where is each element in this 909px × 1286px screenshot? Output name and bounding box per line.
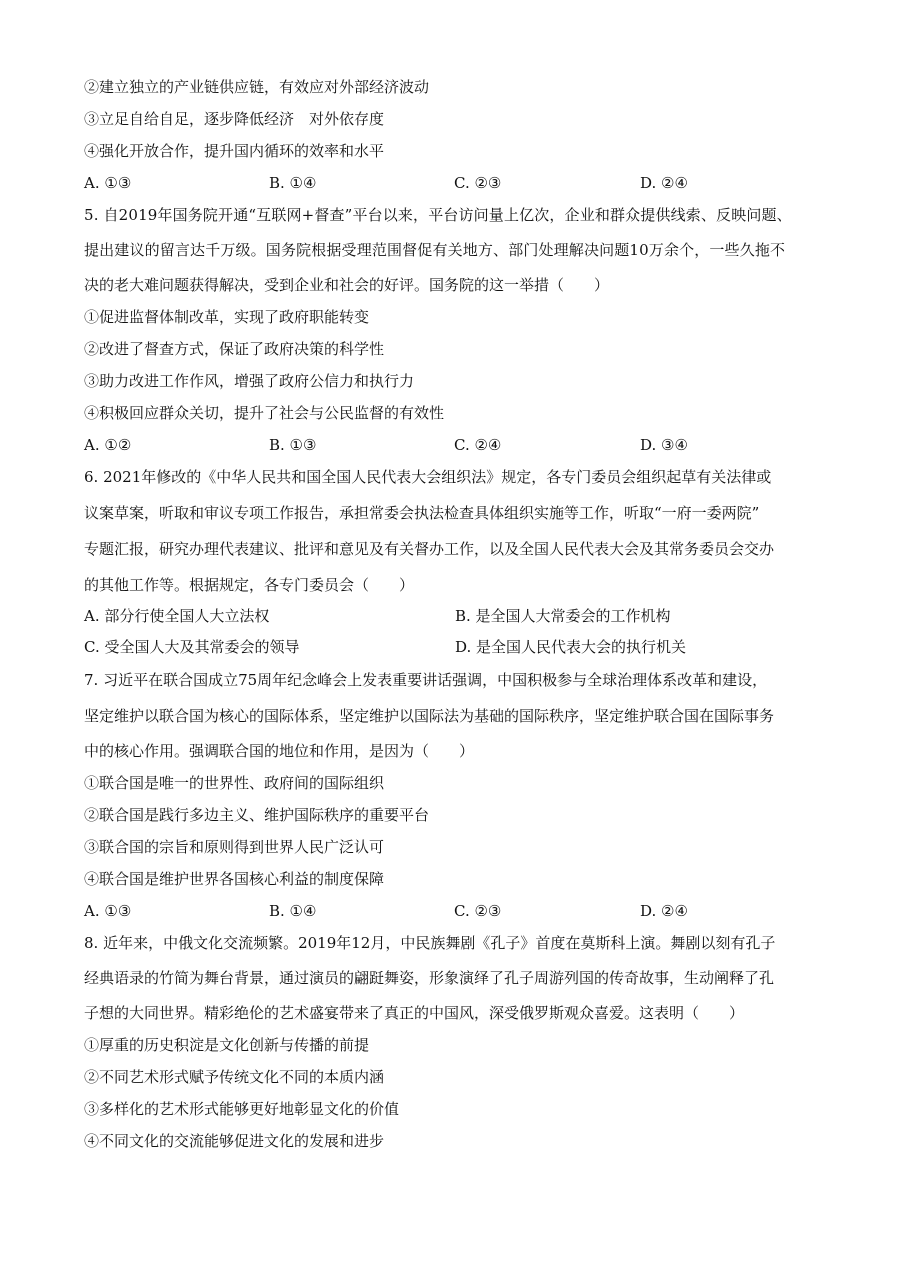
q7-item-4: ④联合国是维护世界各国核心利益的制度保障	[84, 870, 385, 888]
q6-option-c[interactable]: C. 受全国人大及其常委会的领导	[84, 638, 300, 656]
q8-item-3: ③多样化的艺术形式能够更好地彰显文化的价值	[84, 1100, 400, 1118]
q8-item-4: ④不同文化的交流能够促进文化的发展和进步	[84, 1132, 385, 1150]
q4-option-d[interactable]: D. ②④	[640, 174, 688, 192]
q7-item-3: ③联合国的宗旨和原则得到世界人民广泛认可	[84, 838, 385, 856]
q5-stem-line-2: 提出建议的留言达千万级。国务院根据受理范围督促有关地方、部门处理解决问题10万余个，一些久拖不	[84, 241, 786, 259]
q6-stem-line-1: 6. 2021年修改的《中华人民共和国全国人民代表大会组织法》规定，各专门委员会组织起草有关法律或	[84, 468, 772, 486]
q5-option-b[interactable]: B. ①③	[269, 436, 317, 454]
q7-stem-line-1: 7. 习近平在联合国成立75周年纪念峰会上发表重要讲话强调，中国积极参与全球治理体系改革和建设，	[84, 671, 768, 689]
q7-stem-line-3: 中的核心作用。强调联合国的地位和作用，是因为（ ）	[84, 742, 475, 760]
q4-item-4: ④强化开放合作，提升国内循环的效率和水平	[84, 142, 385, 160]
q8-item-2: ②不同艺术形式赋予传统文化不同的本质内涵	[84, 1068, 385, 1086]
q7-item-2: ②联合国是践行多边主义、维护国际秩序的重要平台	[84, 806, 430, 824]
q5-option-c[interactable]: C. ②④	[454, 436, 502, 454]
q5-item-2: ②改进了督查方式，保证了政府决策的科学性	[84, 340, 385, 358]
q8-stem-line-3: 子想的大同世界。精彩绝伦的艺术盛宴带来了真正的中国风，深受俄罗斯观众喜爱。这表明（ ）	[84, 1004, 745, 1022]
q8-stem-line-2: 经典语录的竹简为舞台背景，通过演员的翩跹舞姿，形象演绎了孔子周游列国的传奇故事，生动阐释了孔	[84, 969, 775, 987]
q6-option-a[interactable]: A. 部分行使全国人大立法权	[84, 607, 270, 625]
q5-option-a[interactable]: A. ①②	[84, 436, 132, 454]
q7-option-b[interactable]: B. ①④	[269, 902, 317, 920]
q5-item-4: ④积极回应群众关切，提升了社会与公民监督的有效性	[84, 404, 445, 422]
q8-stem-line-1: 8. 近年来，中俄文化交流频繁。2019年12月，中民族舞剧《孔子》首度在莫斯科上演。舞剧以刻有孔子	[84, 934, 776, 952]
q8-item-1: ①厚重的历史积淀是文化创新与传播的前提	[84, 1036, 370, 1054]
q5-stem-line-1: 5. 自2019年国务院开通“互联网+督查”平台以来，平台访问量上亿次，企业和群众提供线索、反映问题、	[84, 206, 792, 224]
q5-stem-line-3: 决的老大难问题获得解决，受到企业和社会的好评。国务院的这一举措（ ）	[84, 276, 610, 294]
q6-stem-line-4: 的其他工作等。根据规定，各专门委员会（ ）	[84, 576, 415, 594]
q4-option-b[interactable]: B. ①④	[269, 174, 317, 192]
q7-stem-line-2: 坚定维护以联合国为核心的国际体系，坚定维护以国际法为基础的国际秩序，坚定维护联合国在国际事务	[84, 707, 775, 725]
q4-item-2: ②建立独立的产业链供应链，有效应对外部经济波动	[84, 78, 430, 96]
q6-option-b[interactable]: B. 是全国人大常委会的工作机构	[455, 607, 671, 625]
q7-option-d[interactable]: D. ②④	[640, 902, 688, 920]
q5-option-d[interactable]: D. ③④	[640, 436, 688, 454]
q7-option-a[interactable]: A. ①③	[84, 902, 132, 920]
q5-item-1: ①促进监督体制改革，实现了政府职能转变	[84, 308, 370, 326]
q4-option-a[interactable]: A. ①③	[84, 174, 132, 192]
q5-item-3: ③助力改进工作作风，增强了政府公信力和执行力	[84, 372, 415, 390]
q6-stem-line-3: 专题汇报，研究办理代表建议、批评和意见及有关督办工作，以及全国人民代表大会及其常务委员会交办	[84, 540, 775, 558]
q7-item-1: ①联合国是唯一的世界性、政府间的国际组织	[84, 774, 385, 792]
q6-option-d[interactable]: D. 是全国人民代表大会的执行机关	[455, 638, 687, 656]
q6-stem-line-2: 议案草案，听取和审议专项工作报告，承担常委会执法检查具体组织实施等工作，听取“一府一委两院”	[84, 504, 760, 522]
q4-option-c[interactable]: C. ②③	[454, 174, 502, 192]
q4-item-3: ③立足自给自足，逐步降低经济 对外依存度	[84, 110, 385, 128]
q7-option-c[interactable]: C. ②③	[454, 902, 502, 920]
